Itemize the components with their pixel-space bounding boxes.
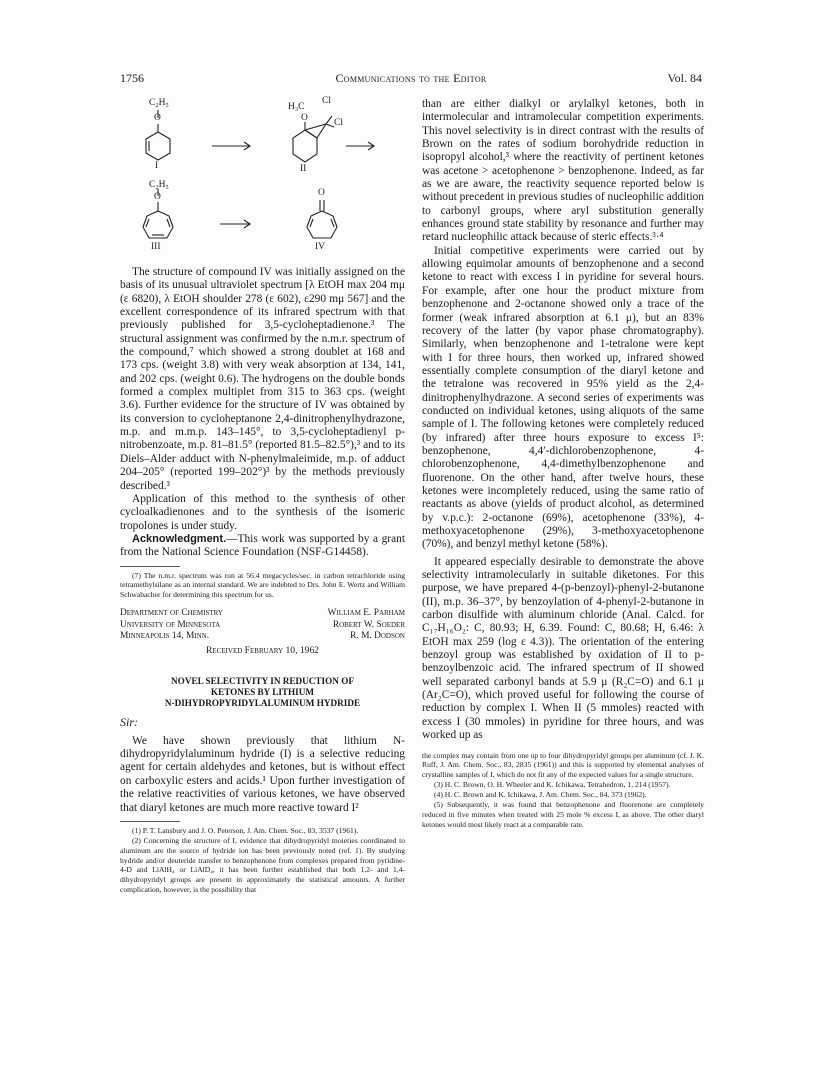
left-column	[120, 94, 405, 895]
ethyl-label-top: C₂H₅	[149, 98, 169, 108]
author-soeder: Robert W. Soeder	[332, 619, 405, 630]
footnote-2-continued: the complex may contain from one up to four dihydropyridyl groups per aluminum (cf. J. K. Ruff, J. Am. Chem. Soc., 83, 2835 (1961)) and this is supported by elemental analyses of crystalline samples of I, which do not fit any of the expected values for a single structure.	[422, 750, 704, 780]
author-list	[328, 608, 405, 643]
chlorine-label-1: Cl	[322, 96, 331, 106]
paragraph-application: Application of this method to the synthesis of other cycloalkadienones and to the synthesis of the isomeric tropolones is under study.	[120, 492, 405, 532]
oxygen-label-II: O	[301, 113, 308, 123]
author-dodson: R. M. Dodson	[350, 631, 405, 642]
paragraph-competitive: Initial competitive experiments were carried out by allowing equimolar amounts of benzophenone and a second ketone to react with excess I in pyridine for several hours. For example, after one hour the product mixture from benzophenone and 2-octanone showed only a trace of the former (weak infrared absorption at 6.1 μ), but an 83% recovery of the latter (by vapor phase chromatography). Similarly, when benzophenone and 1-tetralone were kept with I for three hours, then worked up, infrared showed essentially complete consumption of the diaryl ketone and the tetralone was recovered in 95% yield as the 2,4-dinitrophenylhydrazone. A second series of experiments was conducted on individual ketones, using aliquots of the same sample of I. The following ketones were completely reduced (by infrared) after three hours exposure to excess I⁵: benzophenone, 4,4′-dichlorobenzophenone, 4-chlorobenzophenone, 4,4-dimethylbenzophenone and fluorenone. On the other hand, after twelve hours, these ketones were incompletely reduced, using the same ratio of reactants as above (yields of product alcohol, as determined by v.p.c.): 2-octanone (69%), acetophenone (33%), 4-methoxyacetophenone (29%), 3-methoxyacetophenone (70%), and benzyl methyl ketone (58%).	[422, 244, 704, 551]
paragraph-intro: We have shown previously that lithium N-dihydropyridylaluminum hydride (I) is a selective reducing agent for certain aldehydes and ketones, but is without effect on carboxylic esters and acids.¹ Upon further investigation of the relative reactivities of various ketones, we have observed that diaryl ketones are much more reactive toward I²	[120, 734, 405, 814]
ring-I	[146, 132, 170, 160]
article-title-line-3: N-DIHYDROPYRIDYLALUMINUM HYDRIDE	[164, 697, 361, 708]
acknowledgment-label: Acknowledgment.	[132, 532, 227, 545]
affiliation-city: Minneapolis 14, Minn.	[120, 631, 210, 642]
affiliation-institution	[120, 608, 223, 643]
paragraph-structure-iv: The structure of compound IV was initially assigned on the basis of its unusual ultraviolet spectrum [λ EtOH max 204 mμ (ε 6820), λ EtOH shoulder 278 (ε 602), ε290 mμ 567] and the excellent correspondence of its infrared spectrum with that previously published for 3,5-cycloheptadienone.³ The structural assignment was confirmed by the n.m.r. spectrum of the compound,⁷ which showed a strong doublet at 168 and 173 cps. (weight 3.8) with very weak absorption at 134, 141, and 202 cps. (weight 0.6). The hydrogens on the double bonds formed a complex multiplet from 315 to 363 cps. (weight 3.6). Further evidence for the structure of IV was obtained by its conversion to cycloheptanone 2,4-dinitrophenylhydrazone, m.p. and m.m.p. 143–145°, to 3,5-cycloheptadienyl p-nitrobenzoate, m.p. 81–81.5° (reported 81.5–82.5°),³ and to its Diels–Alder adduct with N-phenylmaleimide, m.p. of adduct 204–205° (reported 199–202°)³ by the methods previously described.³	[120, 266, 405, 492]
affiliation-block	[120, 608, 405, 643]
oxygen-label-IV: O	[318, 188, 325, 198]
received-date: Received February 10, 1962	[205, 644, 320, 656]
compound-label-III: III	[151, 242, 161, 252]
compound-label-I: I	[155, 161, 159, 171]
page-number: 1756	[120, 71, 144, 85]
compound-label-II: II	[300, 164, 307, 174]
paragraph-diketones: It appeared especially desirable to demonstrate the above selectivity intramolecularly in suitable diketones. For this purpose, we have prepared 4-(p-benzoyl)-phenyl-2-butanone (II), m.p. 36–37°, by benzoylation of 4-phenyl-2-butanone in carbon disulfide with aluminum chloride (Anal. Calcd. for C₁₇H₁₆O₂: C, 80.93; H, 6.39. Found: C, 80.68; H, 6.46: λ EtOH max 259 (log ε 4.3)). The orientation of the entering benzoyl group was established by oxidation of II to p-benzoylbenzoic acid. The infrared spectrum of II showed well separated carbonyl bands at 5.9 μ (R₂C=O) and 6.1 μ (Ar₂C=O), which proved useful for following the course of reduction by complex I. When II (5 mmoles) reacted with excess I (30 mmoles) in pyridine for three hours, and was worked up as	[422, 555, 704, 742]
oxygen-label-III: O	[154, 192, 161, 202]
author-parham: William E. Parham	[327, 608, 405, 619]
oxygen-label-top: O	[154, 113, 161, 123]
article-title-line-2: KETONES BY LITHIUM	[210, 686, 315, 697]
footnote-7: (7) The n.m.r. spectrum was run at 56.4 megacycles/sec. in carbon tetrachloride using tetramethylsilane as an internal standard. We are indebted to Drs. John E. Wertz and William Schwabacher for determining this spectrum for us.	[120, 570, 405, 600]
article-title-line-1: NOVEL SELECTIVITY IN REDUCTION OF	[171, 675, 354, 686]
ethyl-label-mid: C₂H₅	[149, 180, 169, 190]
footnote-1: (1) P. T. Lansbury and J. O. Peterson, J. Am. Chem. Soc., 83, 3537 (1961).	[132, 825, 359, 835]
affiliation-university: University of Minnesota	[120, 619, 221, 630]
page-header	[120, 71, 702, 87]
footnote-4: (4) H. C. Brown and K. Ichikawa, J. Am. Chem. Soc., 84, 373 (1962).	[434, 790, 647, 800]
footnote-2: (2) Concerning the structure of I, evidence that dihydropyridyl moieties coordinated to aluminum are the source of hydride ion has been previously noted (ref. 1). By studying hydride and/or deuteride transfer to benzophenone from complexes prepared from pyridine-4-D and LiAlH₄ or LiAlD₄, it has been further established that both 1,2- and 1,4-dihydropyridyl groups are present in approximately the statistical amounts. A further complication, however, is the possibility that	[120, 835, 405, 895]
chlorine-label-2: Cl	[334, 118, 343, 128]
right-column	[422, 98, 704, 830]
ring-II	[293, 130, 317, 162]
reaction-scheme	[120, 94, 405, 266]
acknowledgment	[120, 533, 405, 560]
footnote-5: (5) Subsequently, it was found that benzophenone and fluorenone are completely reduced in five minutes when treated with 25 mole % excess I, as above. The other diaryl ketones would most likely react at a comparable rate.	[422, 800, 704, 829]
footnote-rule-left-2	[120, 821, 180, 822]
compound-label-IV: IV	[315, 242, 326, 252]
acknowledgment-text: —This work was supported by a grant from the National Science Foundation (NSF-G14458).	[120, 532, 405, 559]
running-title: Communications to the Editor	[335, 71, 487, 85]
volume-label: Vol. 84	[667, 71, 702, 85]
affiliation-dept: Department of Chemistry	[120, 608, 223, 619]
footnote-rule-left	[120, 566, 180, 567]
footnote-3: (3) H. C. Brown, O. H. Wheeler and K. Ichikawa, Tetrahedron, 1, 214 (1957).	[434, 780, 671, 790]
paragraph-selectivity: than are either dialkyl or arylalkyl ketones, both in intermolecular and intramolecular competition experiments. This novel selectivity is in direct contrast with the results of Brown on the rates of sodium borohydride reduction in isopropyl alcohol,³ where the reactivity of pertinent ketones was acetone > acetophenone > benzophenone. Indeed, as far as we are aware, the reactivity sequence reported below is without precedent in previous studies of nucleophilic addition to carbonyl groups, where aryl substitution generally enhances ground state stability by resonance and further may retard nucleophilic attack because of steric effects.³·⁴	[422, 98, 704, 244]
article-title	[120, 676, 405, 709]
salutation: Sir:	[120, 714, 138, 729]
methyl-label: H₃C	[288, 102, 305, 112]
